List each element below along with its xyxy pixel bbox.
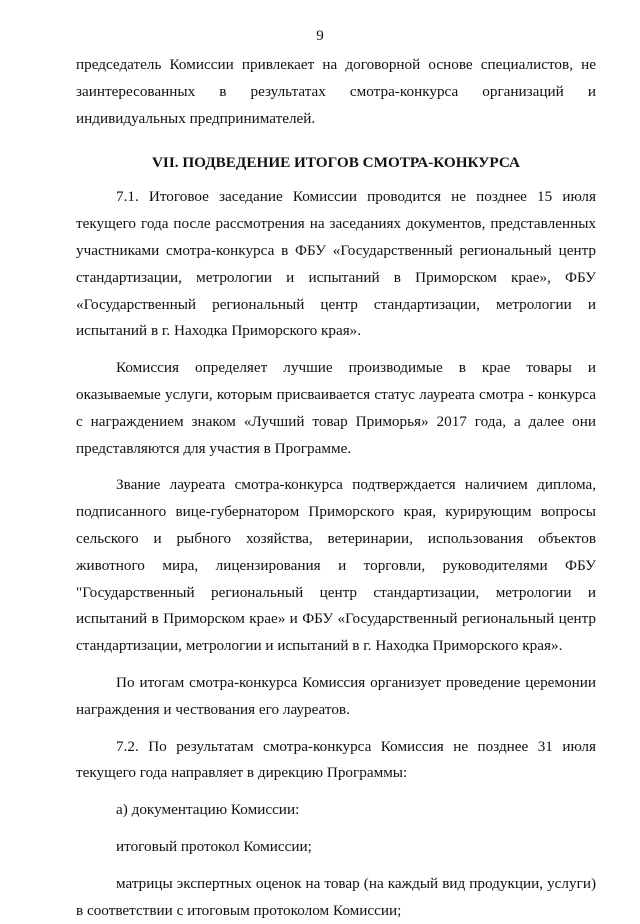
paragraph-continuation: председатель Комиссии привлекает на договорной основе специалистов, не заинтересованных в результатах смотра-конкурса организаций и индивидуальных предпринимателей.: [76, 56, 596, 127]
section-heading: VII. ПОДВЕДЕНИЕ ИТОГОВ СМОТРА-КОНКУРСА: [151, 154, 521, 172]
list-item-a: а) документацию Комиссии:: [116, 801, 300, 819]
paragraph-ceremony: По итогам смотра-конкурса Комиссия организует проведение церемонии награждения и чествования его лауреатов.: [76, 673, 596, 718]
paragraph-commission-selects: Комиссия определяет лучшие производимые в крае товары и оказываемые услуги, которым присваивается статус лауреата смотра - конкурса с награждением знаком «Лучший товар Приморья» 2017 года, а далее они представляются для участия в Программе.: [76, 359, 596, 457]
paragraph-7-2: 7.2. По результатам смотра-конкурса Комиссия не позднее 31 июля текущего года направляет в дирекцию Программы:: [76, 737, 596, 782]
list-item-matrices: матрицы экспертных оценок на товар (на каждый вид продукции, услуги) в соответствии с итоговым протоколом Комиссии;: [76, 874, 596, 919]
paragraph-laureate-title: Звание лауреата смотра-конкурса подтверждается наличием диплома, подписанного вице-губернатором Приморского края, курирующим вопросы сельского и рыбного хозяйства, ветеринарии, использования объектов животного мира, лицензирования и торговли, руководителями ФБУ "Государственный региональный центр стандартизации, метрологии и испытаний в Приморском крае» и ФБУ «Государственный региональный центр стандартизации, метрологии и испытаний в г. Находка Приморского края».: [76, 476, 596, 655]
document-body: [76, 52, 596, 924]
paragraph-7-1: 7.1. Итоговое заседание Комиссии проводится не позднее 15 июля текущего года после рассмотрения на заседаниях документов, представленных участниками смотра-конкурса в ФБУ «Государственный региональный центр стандартизации, метрологии и испытаний в Приморском крае», ФБУ «Государственный региональный центр стандартизации, метрологии и испытаний в г. Находка Приморского края».: [76, 188, 596, 340]
list-item-protocol: итоговый протокол Комиссии;: [116, 837, 312, 855]
page-number: 9: [316, 28, 324, 44]
